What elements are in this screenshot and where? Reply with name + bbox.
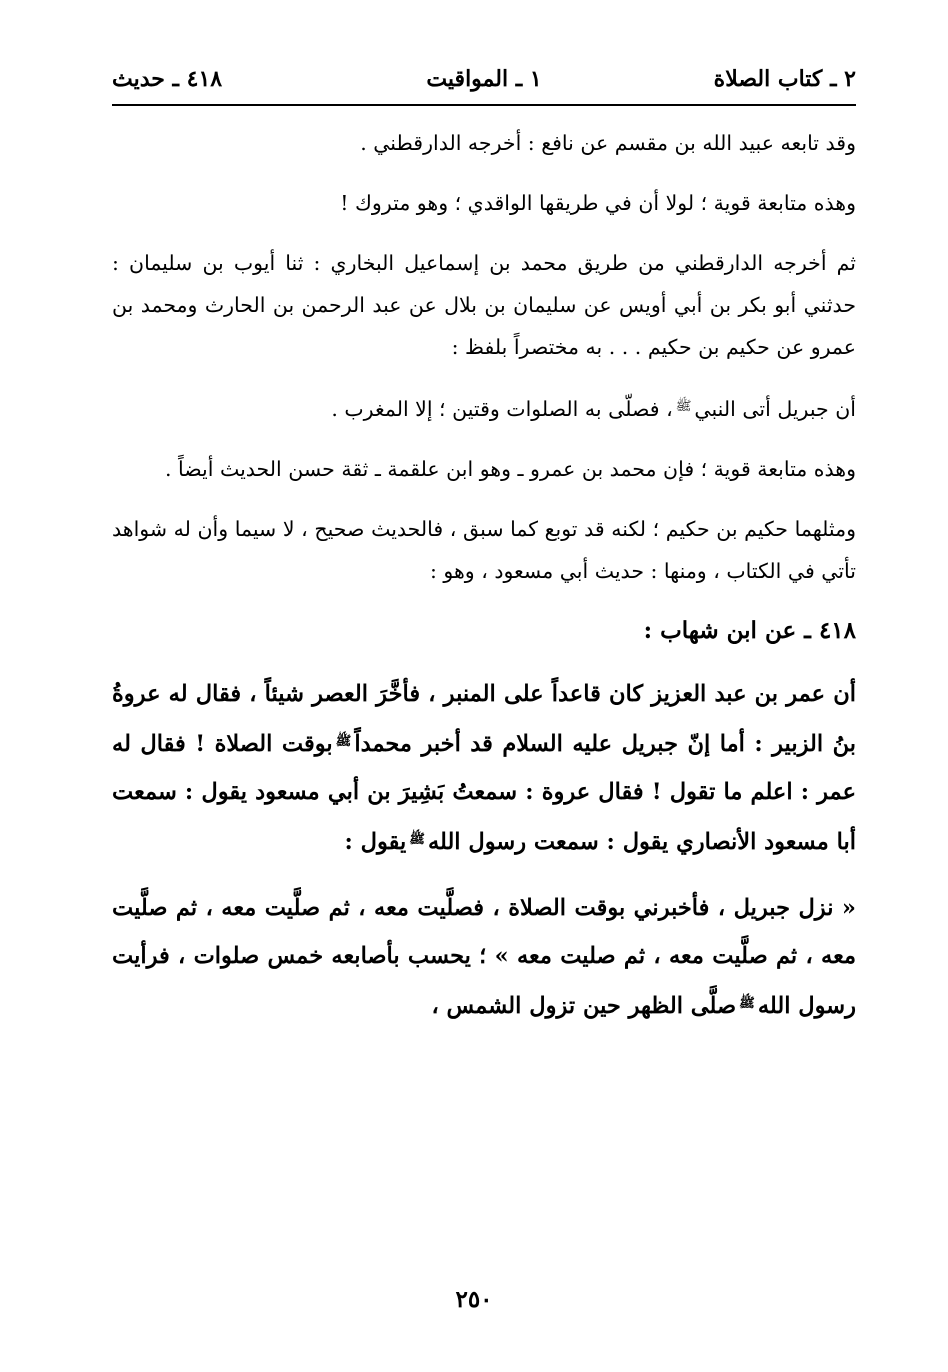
paragraph-5: وهذه متابعة قوية ؛ فإن محمد بن عمرو ـ وهو ابن علقمة ـ ثقة حسن الحديث أيضاً . [164, 457, 856, 481]
paragraph-6: ومثلهما حكيم بن حكيم ؛ لكنه قد توبع كما سبق ، فالحديث صحيح ، لا سيما وأن له شواهد تأتي في الكتاب ، ومنها : حديث أبي مسعود ، وهو : [112, 517, 856, 583]
header-chapter-title: ١ ـ المواقيت [426, 66, 542, 92]
hadith-text [112, 670, 856, 866]
hadith-text-a: أن عمر بن عبد العزيز كان قاعداً على المنبر ، فأخَّرَ العصر شيئاً ، فقال له عروةُ بنُ الزبير : أما إنّ جبريل عليه السلام قد أخبر محمداً [112, 681, 856, 757]
running-header [112, 66, 856, 102]
header-hadith-number: ٤١٨ ـ حديث [112, 66, 223, 92]
salutation-glyph: ﷺ [409, 832, 425, 847]
hadith-text-b: بوقت الصلاة ! فقال له عمر : اعلم ما تقول ! فقال عروة : سمعتُ بَشِيرَ بن أبي مسعود يقول : سمعت أبا مسعود الأنصاري يقول : سمعت رسول الله [112, 731, 856, 855]
page-body [112, 122, 856, 1030]
hadith-text-c: يقول : [344, 829, 407, 855]
paragraph-1: وقد تابعه عبيد الله بن مقسم عن نافع : أخرجه الدارقطني . [360, 131, 856, 155]
salutation-glyph: ﷺ [335, 734, 352, 749]
paragraph-2: وهذه متابعة قوية ؛ لولا أن في طريقها الواقدي ؛ وهو متروك ! [340, 191, 856, 215]
paragraph-4-text-a: أن جبريل أتى النبي [694, 397, 856, 421]
header-book-title: ٢ ـ كتاب الصلاة [713, 66, 856, 92]
hadith-heading: ٤١٨ ـ عن ابن شهاب : [643, 617, 856, 644]
paragraph-4 [112, 386, 856, 430]
page-number: ٢٥٠ [455, 1286, 493, 1313]
salutation-glyph: ﷺ [675, 399, 692, 414]
salutation-glyph: ﷺ [739, 996, 755, 1011]
hadith-matn [112, 884, 856, 1030]
hadith-matn-a: « نزل جبريل ، فأخبرني بوقت الصلاة ، فصلَّيت معه ، ثم صلَّيت معه ، ثم صلَّيت معه ، ثم صلَّيت معه ، ثم صليت معه » ؛ يحسب بأصابعه خمس صلوات ، فرأيت رسول الله [112, 895, 856, 1019]
header-divider [112, 104, 856, 106]
paragraph-3: ثم أخرجه الدارقطني من طريق محمد بن إسماعيل البخاري : ثنا أيوب بن سليمان : حدثني أبو بكر بن أبي أويس عن سليمان بن بلال عن عبد الرحمن بن الحارث ومحمد بن عمرو عن حكيم بن حكيم . . . به مختصراً بلفظ : [112, 251, 856, 359]
hadith-matn-b: صلَّى الظهر حين تزول الشمس ، [431, 993, 737, 1019]
paragraph-4-text-b: ، فصلّى به الصلوات وقتين ؛ إلا المغرب . [331, 397, 673, 421]
